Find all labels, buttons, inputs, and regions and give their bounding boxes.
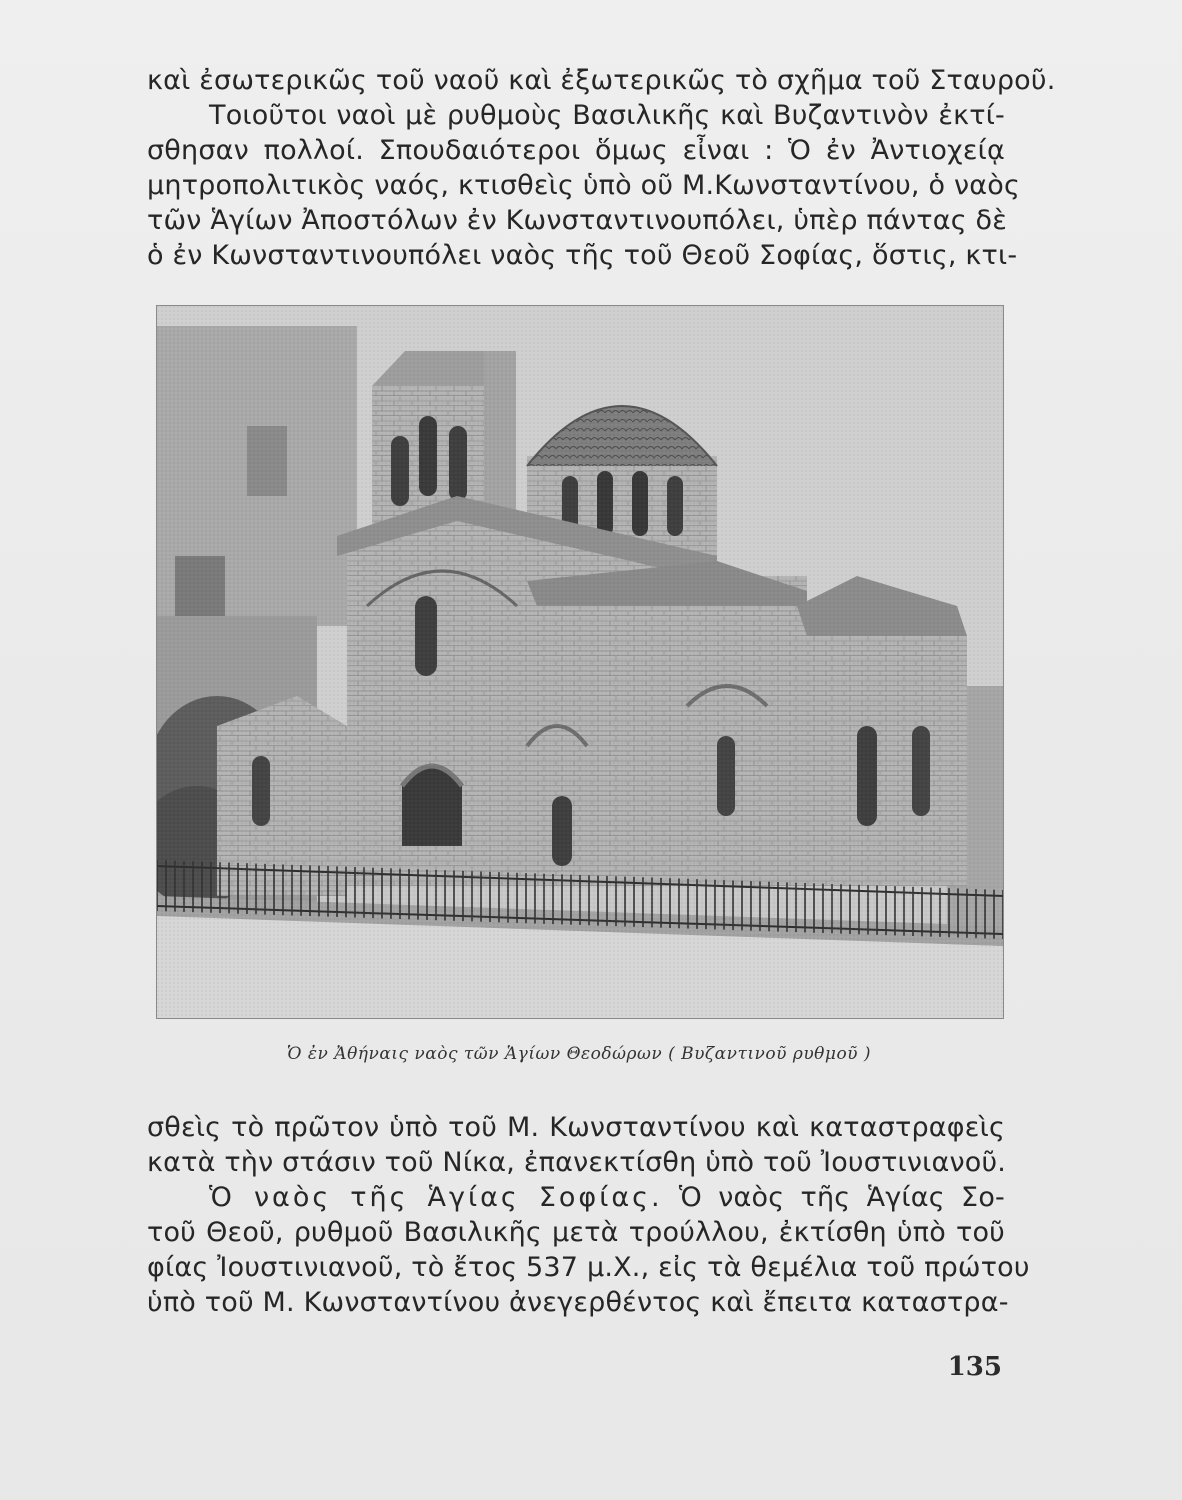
text-line: ὑπὸ τοῦ Μ. Κωνσταντίνου ἀνεγερθέντος καὶ ἔπειτα καταστρα- [147,1287,1009,1318]
text-line: μητροπολιτικὸς ναός, κτισθεὶς ὑπὸ οῦ Μ.Κωνσταντίνου, ὁ ναὸς [147,170,1021,201]
text-line: φίας Ἰουστινιανοῦ, τὸ ἔτος 537 μ.Χ., εἰς τὰ θεμέλια τοῦ πρώτου [147,1252,1030,1283]
bottom-paragraph [147,1110,1030,1320]
top-paragraph [147,63,1056,273]
text-fragment: Ὁ ναὸς τῆς Ἁγίας Σο- [678,1182,1005,1213]
text-line [147,1180,1005,1215]
church-photograph [156,305,1004,1019]
text-line: σθησαν πολλοί. Σπουδαιότεροι ὅμως εἶναι : Ὁ ἐν Ἀντιοχείᾳ [147,135,1005,166]
text-line: τῶν Ἁγίων Ἀποστόλων ἐν Κωνσταντινουπόλει, ὑπὲρ πάντας δὲ [147,205,1008,236]
text-line: καὶ ἐσωτερικῶς τοῦ ναοῦ καὶ ἐξωτερικῶς τὸ σχῆμα τοῦ Σταυροῦ. [147,65,1056,96]
church-illustration [157,306,1003,1018]
page-number: 135 [947,1352,1002,1382]
figure-caption: Ὁ ἐν Ἀθήναις ναὸς τῶν Ἁγίων Θεοδώρων ( Βυζαντινοῦ ρυθμοῦ ) [286,1044,872,1064]
text-line: σθεὶς τὸ πρῶτον ὑπὸ τοῦ Μ. Κωνσταντίνου καὶ καταστραφεὶς [147,1112,1005,1143]
text-line: ὁ ἐν Κωνσταντινουπόλει ναὸς τῆς τοῦ Θεοῦ Σοφίας, ὅστις, κτι- [147,240,1018,271]
section-heading: Ὁ ναὸς τῆς Ἁγίας Σοφίας. [209,1182,663,1213]
text-line: Τοιοῦτοι ναοὶ μὲ ρυθμοὺς Βασιλικῆς καὶ Βυζαντινὸν ἐκτί- [209,100,1005,131]
text-line: τοῦ Θεοῦ, ρυθμοῦ Βασιλικῆς μετὰ τρούλλου, ἐκτίσθη ὑπὸ τοῦ [147,1217,1005,1248]
text-line: κατὰ τὴν στάσιν τοῦ Νίκα, ἐπανεκτίσθη ὑπὸ τοῦ Ἰουστινιανοῦ. [147,1147,1007,1178]
